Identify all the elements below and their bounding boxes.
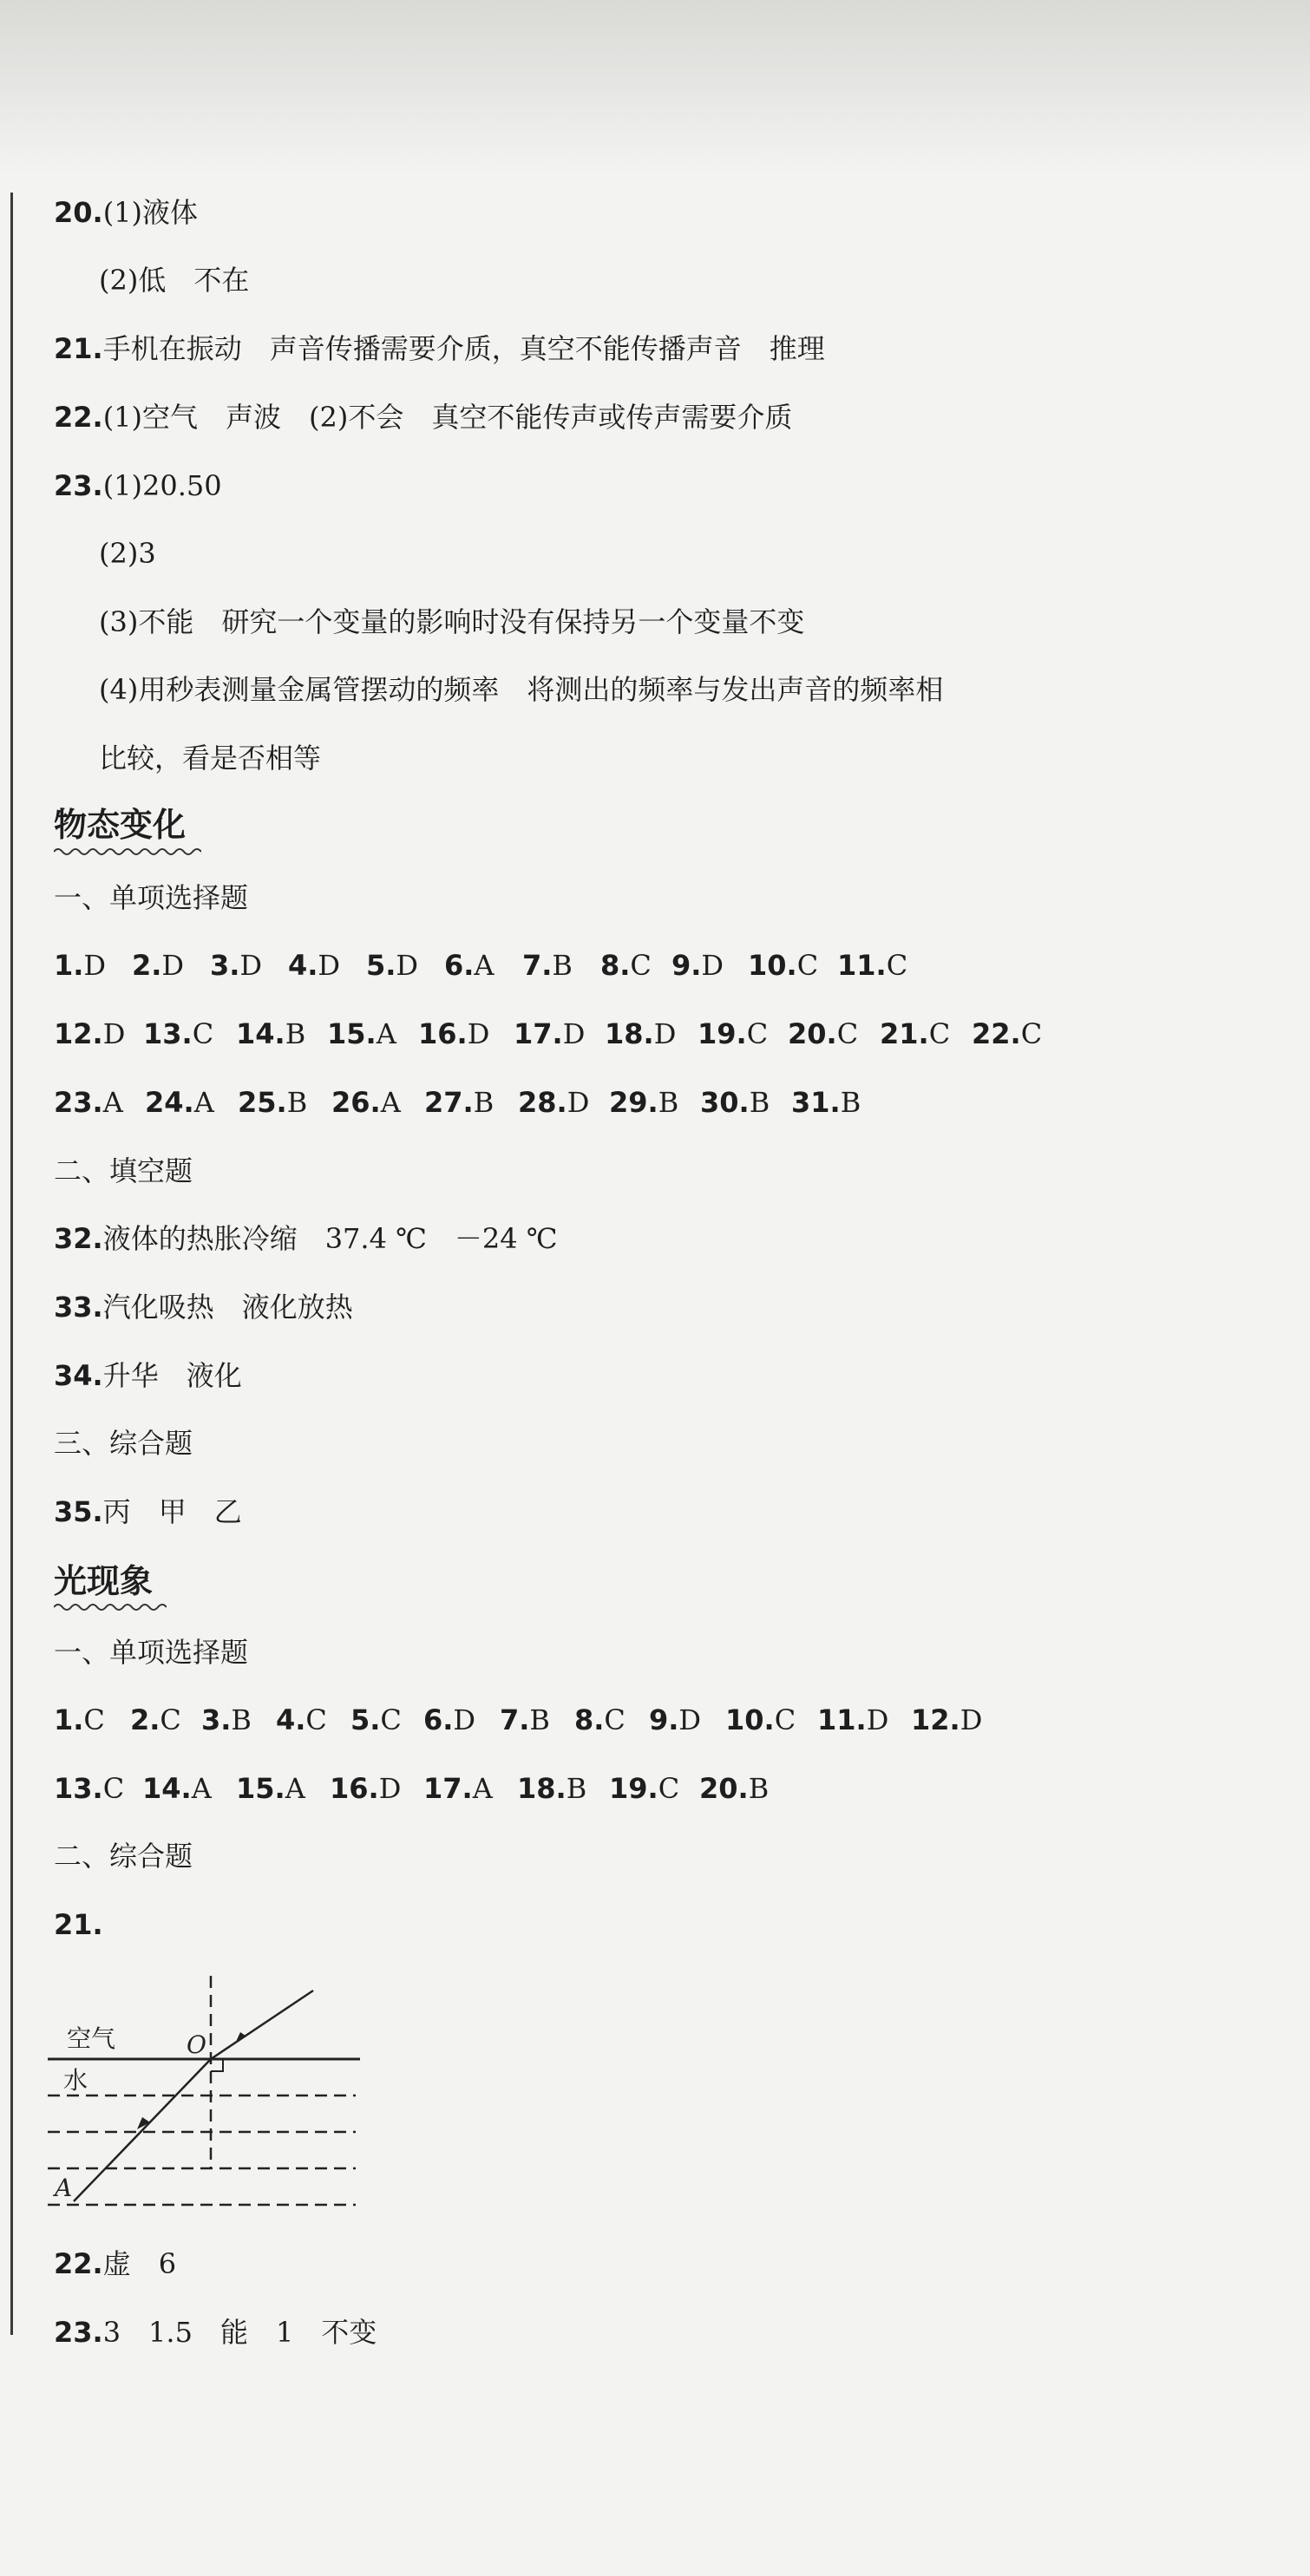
guang-part2-heading: 二、综合题	[54, 1840, 193, 1873]
q22-number: 22.	[54, 401, 103, 434]
q20-number: 20.	[54, 196, 103, 229]
answer-item: 27.B	[424, 1086, 495, 1119]
q34-number: 34.	[54, 1359, 103, 1392]
answer-item: 31.B	[791, 1086, 861, 1119]
guang-q23-line	[54, 2315, 377, 2350]
answer-item: 2.C	[130, 1703, 181, 1736]
margin-rule	[10, 193, 13, 2335]
q23-part3: (3)不能 研究一个变量的影响时没有保持另一个变量不变	[99, 605, 805, 638]
answer-item: 8.C	[600, 949, 652, 982]
q23-part4a: (4)用秒表测量金属管摆动的频率 将测出的频率与发出声音的频率相	[99, 673, 944, 706]
answer-item: 7.B	[500, 1703, 550, 1736]
answer-item: 20.C	[788, 1017, 859, 1050]
guang-q22-line	[54, 2246, 176, 2281]
answer-item: 5.D	[366, 949, 419, 982]
guang-q22-answer: 虚 6	[102, 2247, 177, 2280]
q33-number: 33.	[54, 1291, 103, 1324]
answer-item: 2.D	[132, 949, 185, 982]
answer-item: 7.B	[522, 949, 573, 982]
label-air: 空气	[67, 2024, 116, 2053]
answer-item: 10.C	[748, 949, 819, 982]
refraction-diagram	[48, 1969, 377, 2229]
answer-item: 13.C	[54, 1772, 125, 1805]
guang-q21-number: 21.	[54, 1908, 103, 1941]
q22-line	[54, 400, 792, 435]
right-angle-mark	[211, 2059, 223, 2071]
refracted-ray	[211, 1991, 313, 2059]
answer-item: 14.B	[236, 1017, 306, 1050]
section-title-wutai: 物态变化	[54, 806, 187, 844]
q33-answer: 汽化吸热 液化放热	[102, 1291, 353, 1324]
answer-item: 3.D	[210, 949, 263, 982]
guang-q23-answer: 3 1.5 能 1 不变	[102, 2316, 377, 2349]
q20-part2: (2)低 不在	[99, 264, 250, 297]
answer-item: 24.A	[145, 1086, 214, 1119]
q21-answer: 手机在振动 声音传播需要介质，真空不能传播声音 推理	[102, 332, 825, 365]
answer-item: 11.D	[817, 1703, 889, 1736]
wutai-part2-heading: 二、填空题	[54, 1154, 193, 1187]
guang-q21-line	[54, 1907, 103, 1942]
q21-line	[54, 331, 825, 366]
answer-item: 10.C	[725, 1703, 796, 1736]
answer-item: 19.C	[609, 1772, 680, 1805]
answer-item: 6.D	[423, 1703, 476, 1736]
label-point-a: A	[55, 2174, 73, 2202]
wavy-underline	[54, 847, 201, 857]
answer-item: 4.C	[276, 1703, 327, 1736]
q34-line	[54, 1358, 242, 1393]
q32-line	[54, 1221, 558, 1256]
answer-item: 9.D	[649, 1703, 702, 1736]
q20-part1: (1)液体	[102, 196, 199, 229]
answer-item: 22.C	[972, 1017, 1043, 1050]
guang-q23-number: 23.	[54, 2316, 103, 2349]
answer-item: 16.D	[330, 1772, 402, 1805]
q34-answer: 升华 液化	[102, 1359, 242, 1392]
label-water: 水	[63, 2066, 88, 2095]
answer-item: 25.B	[238, 1086, 308, 1119]
answer-item: 26.A	[331, 1086, 401, 1119]
answer-item: 19.C	[698, 1017, 769, 1050]
q23-part4b: 比较，看是否相等	[99, 742, 322, 775]
answer-item: 1.D	[54, 949, 107, 982]
q21-number: 21.	[54, 332, 103, 365]
answer-item: 21.C	[880, 1017, 951, 1050]
answer-item: 13.C	[143, 1017, 214, 1050]
answer-item: 28.D	[518, 1086, 590, 1119]
guang-part1-heading: 一、单项选择题	[54, 1636, 249, 1669]
answer-item: 5.C	[350, 1703, 402, 1736]
q35-number: 35.	[54, 1495, 103, 1528]
q32-number: 32.	[54, 1222, 103, 1255]
wavy-underline	[54, 1602, 167, 1612]
answer-item: 17.D	[514, 1017, 586, 1050]
q35-line	[54, 1494, 242, 1529]
section-title-guang: 光现象	[54, 1562, 154, 1600]
answer-item: 12.D	[911, 1703, 983, 1736]
answer-item: 12.D	[54, 1017, 126, 1050]
q23-number: 23.	[54, 469, 103, 502]
answer-item: 18.D	[605, 1017, 677, 1050]
answer-item: 1.C	[54, 1703, 105, 1736]
guang-q22-number: 22.	[54, 2247, 103, 2280]
q23-part1: (1)20.50	[102, 469, 222, 502]
scan-shading	[0, 0, 1310, 173]
answer-item: 15.A	[327, 1017, 396, 1050]
q32-answer: 液体的热胀冷缩 37.4 ℃ －24 ℃	[102, 1222, 558, 1255]
answer-item: 15.A	[236, 1772, 305, 1805]
answer-item: 17.A	[423, 1772, 493, 1805]
q35-answer: 丙 甲 乙	[102, 1495, 242, 1528]
answer-item: 8.C	[574, 1703, 626, 1736]
answer-item: 16.D	[418, 1017, 490, 1050]
incident-ray	[74, 2059, 211, 2201]
answer-item: 4.D	[288, 949, 341, 982]
answer-item: 9.D	[671, 949, 724, 982]
answer-item: 20.B	[699, 1772, 770, 1805]
q23-line	[54, 468, 222, 503]
q22-answer: (1)空气 声波 (2)不会 真空不能传声或传声需要介质	[102, 401, 793, 434]
label-point-o: O	[187, 2030, 206, 2059]
answer-item: 30.B	[700, 1086, 770, 1119]
answer-item: 14.A	[142, 1772, 212, 1805]
answer-item: 11.C	[837, 949, 908, 982]
answer-item: 3.B	[201, 1703, 252, 1736]
wutai-part3-heading: 三、综合题	[54, 1427, 193, 1460]
answer-item: 23.A	[54, 1086, 123, 1119]
answer-item: 29.B	[609, 1086, 679, 1119]
q33-line	[54, 1290, 353, 1324]
wutai-part1-heading: 一、单项选择题	[54, 881, 249, 914]
answer-item: 18.B	[517, 1772, 587, 1805]
q23-part2: (2)3	[99, 537, 156, 570]
answer-item: 6.A	[444, 949, 495, 982]
q20-line	[54, 195, 198, 230]
